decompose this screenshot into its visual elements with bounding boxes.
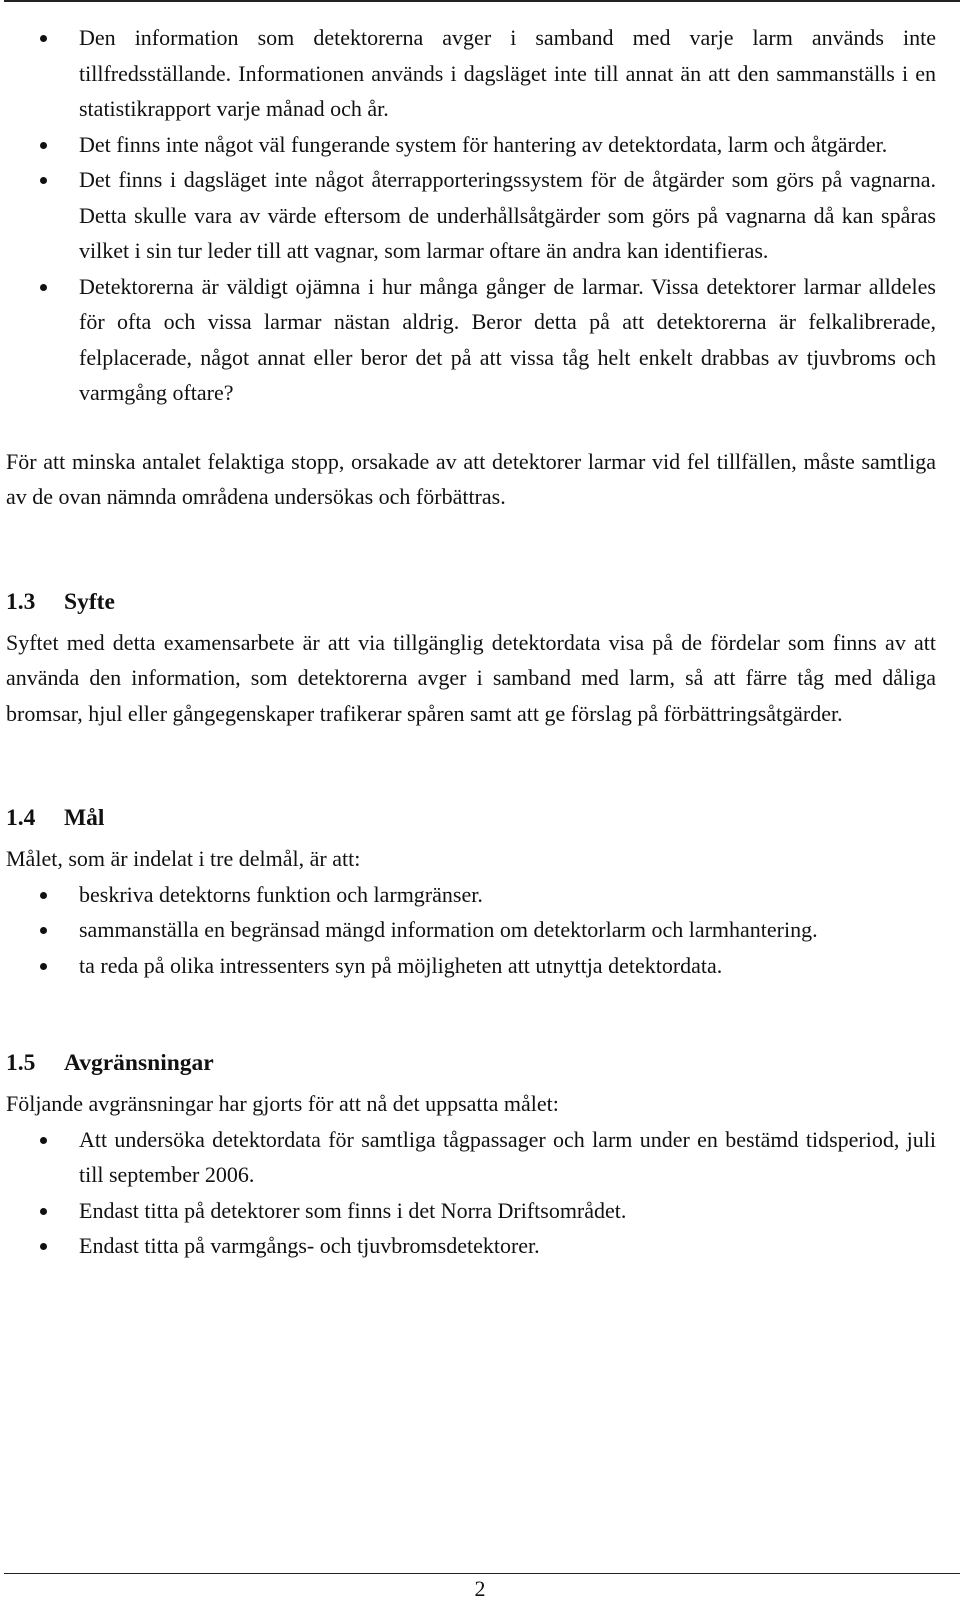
limitation-list (6, 1122, 936, 1264)
document-page (6, 20, 936, 1264)
footer-rule (4, 1573, 960, 1574)
problem-list (6, 20, 936, 411)
bullet-icon (40, 1137, 47, 1144)
section-paragraph: Syftet med detta examensarbete är att via tillgänglig detektordata visa på de fördelar som finns av att använda den information, som detektorerna avger i samband med larm, så att färre tåg med dåliga bromsar, hjul eller gångegenskaper trafikerar spåren samt att ge förslag på förbättringsåtgärder. (6, 629, 936, 726)
section-heading-syfte (6, 585, 936, 620)
top-rule (4, 0, 960, 2)
list-item: Endast titta på detektorer som finns i det Norra Driftsområdet. (6, 1193, 936, 1229)
list-item: Endast titta på varmgångs- och tjuvbromsdetektorer. (6, 1228, 936, 1264)
section-paragraph: Målet, som är indelat i tre delmål, är att: (6, 846, 361, 871)
bullet-icon (40, 892, 47, 899)
bullet-icon (40, 35, 47, 42)
section-title: Mål (64, 805, 105, 831)
list-item: Den information som detektorerna avger i samband med varje larm används inte tillfredsställande. Informationen används i dagsläget inte till annat än att den sammanställs i en statistikrapport varje månad och år. (6, 20, 936, 127)
bullet-icon (40, 927, 47, 934)
goal-list (6, 877, 936, 984)
section-heading-mal (6, 801, 936, 836)
list-item: beskriva detektorns funktion och larmgränser. (6, 877, 936, 913)
list-item: Det finns i dagsläget inte något återrapporteringssystem för de åtgärder som görs på vagnarna. Detta skulle vara av värde eftersom de underhållsåtgärder som görs på vagnarna då kan spåras vilket i sin tur leder till att vagnar, som larmar oftare än andra kan identifieras. (6, 162, 936, 269)
section-heading-avgransningar (6, 1046, 936, 1081)
list-item: ta reda på olika intressenters syn på möjligheten att utnyttja detektordata. (6, 948, 936, 984)
section-number: 1.5 (6, 1050, 36, 1076)
section-paragraph: Följande avgränsningar har gjorts för att nå det uppsatta målet: (6, 1091, 559, 1116)
section-number: 1.4 (6, 805, 36, 831)
list-item: Det finns inte något väl fungerande system för hantering av detektordata, larm och åtgärder. (6, 127, 936, 163)
section-title: Avgränsningar (64, 1050, 214, 1076)
section-number: 1.3 (6, 588, 36, 615)
bullet-icon (40, 963, 47, 970)
bullet-icon (40, 177, 47, 184)
page-number: 2 (474, 1576, 486, 1601)
section-title: Syfte (64, 588, 115, 615)
bullet-icon (40, 142, 47, 149)
list-item: Detektorerna är väldigt ojämna i hur många gånger de larmar. Vissa detektorer larmar alldeles för ofta och vissa larmar nästan aldrig. Beror detta på att detektorerna är felkalibrerade, felplacerade, något annat eller beror det på att vissa tåg helt enkelt drabbas av tjuvbroms och varmgång oftare? (6, 269, 936, 411)
intro-paragraph: För att minska antalet felaktiga stopp, orsakade av att detektorer larmar vid fel tillfällen, måste samtliga av de ovan nämnda områdena undersökas och förbättras. (6, 448, 936, 509)
list-item: sammanställa en begränsad mängd information om detektorlarm och larmhantering. (6, 912, 936, 948)
bullet-icon (40, 284, 47, 291)
list-item: Att undersöka detektordata för samtliga tågpassager och larm under en bestämd tidsperiod, juli till september 2006. (6, 1122, 936, 1193)
bullet-icon (40, 1243, 47, 1250)
bullet-icon (40, 1208, 47, 1215)
